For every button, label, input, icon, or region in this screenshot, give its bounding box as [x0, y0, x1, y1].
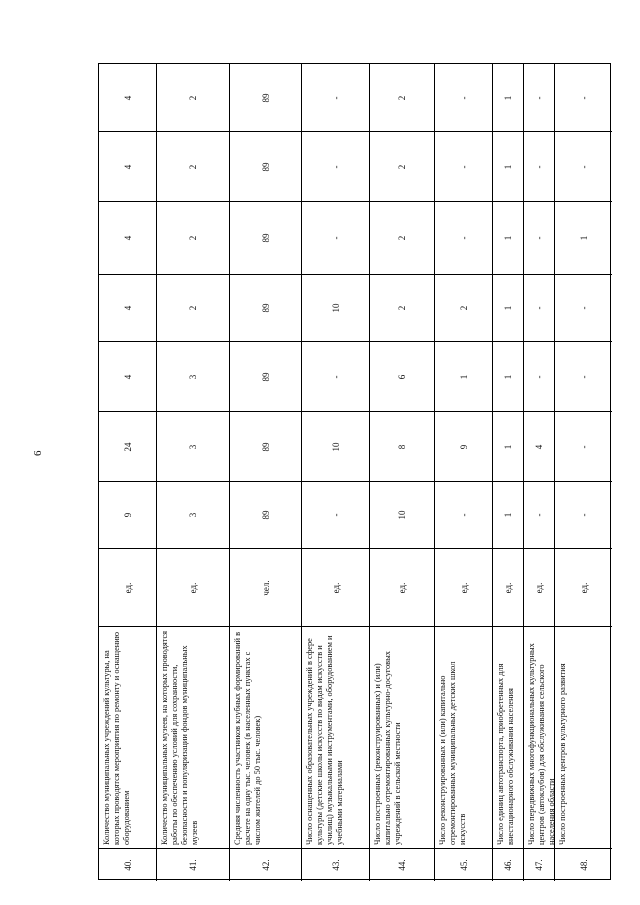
cell-text: - [578, 445, 589, 448]
cell-text: Количество муниципальных музеев, на которых проводятся работы по обеспечению условий для сохранности, безопасности и популяризации фондов муниципальных музеев [160, 630, 199, 845]
cell-text: - [534, 236, 544, 240]
value-cell [302, 131, 369, 201]
cell-text: 1 [458, 374, 469, 379]
row-number-cell [435, 848, 492, 881]
value-cell [370, 341, 434, 411]
table-row [230, 64, 302, 881]
cell-text: ед. [188, 582, 198, 593]
cell-text: 9 [122, 512, 133, 518]
cell-text: 2 [188, 305, 198, 311]
value-cell [435, 64, 492, 131]
value-cell [230, 341, 301, 411]
cell-text: 1 [578, 235, 589, 241]
row-number-cell [555, 848, 612, 881]
cell-text: Число оснащенных образовательных учреждений в сфере культуры (детские школы искусств по видам искусств и училищ) музыкальными инструментами, оборудованием и учебными материалами [305, 635, 344, 845]
row-number-cell [230, 848, 301, 881]
unit-cell [493, 548, 523, 626]
value-cell [555, 481, 612, 548]
value-cell [230, 201, 301, 274]
cell-text: - [534, 375, 544, 378]
cell-text: 8 [397, 444, 407, 449]
cell-text: 2 [397, 95, 407, 100]
cell-text: Число построенных центров культурного развития [558, 663, 567, 845]
row-number-cell [157, 848, 229, 881]
value-cell [493, 131, 523, 201]
value-cell [157, 64, 229, 131]
cell-text: 1 [503, 164, 513, 169]
value-cell [524, 481, 554, 548]
cell-text: - [534, 513, 544, 517]
value-cell [493, 481, 523, 548]
value-cell [99, 131, 156, 201]
value-cell [302, 64, 369, 131]
value-cell [435, 274, 492, 341]
value-cell [99, 274, 156, 341]
row-number-cell [524, 848, 554, 881]
cell-text: - [578, 165, 589, 168]
cell-text: Число передвижных многофункциональных культурных центров (автоклубов) для обслуживания сельского населения области [527, 643, 556, 845]
cell-text: ед. [578, 582, 589, 593]
cell-text: - [330, 96, 341, 99]
unit-cell [555, 548, 612, 626]
value-cell [555, 341, 612, 411]
row-number-cell [99, 848, 156, 881]
cell-text: 4 [122, 374, 133, 379]
cell-text: 24 [122, 442, 133, 451]
cell-text: 45. [458, 859, 469, 871]
cell-text: 3 [188, 374, 198, 379]
cell-text: 89 [260, 162, 271, 171]
table-row [524, 64, 555, 881]
value-cell [230, 481, 301, 548]
cell-text: - [458, 96, 469, 99]
cell-text: - [330, 513, 341, 517]
cell-text: 1 [503, 235, 513, 241]
indicator-name-cell [435, 626, 492, 848]
value-cell [493, 341, 523, 411]
indicator-name-cell [157, 626, 229, 848]
cell-text: 89 [260, 442, 271, 451]
cell-text: - [578, 306, 589, 310]
cell-text: 4 [122, 95, 133, 100]
unit-cell [435, 548, 492, 626]
table-row [493, 64, 524, 881]
unit-cell [230, 548, 301, 626]
indicator-name-cell [555, 626, 612, 848]
value-cell [370, 131, 434, 201]
value-cell [230, 131, 301, 201]
indicator-name-cell [302, 626, 369, 848]
cell-text: 89 [260, 93, 271, 102]
cell-text: - [578, 96, 589, 99]
value-cell [157, 481, 229, 548]
cell-text: - [330, 236, 341, 240]
cell-text: 46. [503, 859, 513, 871]
cell-text: 1 [503, 444, 513, 449]
table-row [555, 64, 612, 881]
value-cell [493, 201, 523, 274]
cell-text: ед. [458, 582, 469, 593]
cell-text: 4 [122, 305, 133, 311]
value-cell [230, 411, 301, 481]
value-cell [302, 341, 369, 411]
cell-text: 2 [188, 95, 198, 100]
cell-text: чел. [260, 579, 271, 596]
value-cell [370, 274, 434, 341]
cell-text: Число построенных (реконструированных) и (или) капитально отремонтированных культурно-досуговых учреждений в сельской местности [373, 651, 402, 845]
value-cell [524, 201, 554, 274]
value-cell [435, 201, 492, 274]
cell-text: 3 [188, 444, 198, 449]
indicator-name-cell [99, 626, 156, 848]
cell-text: 41. [188, 859, 198, 871]
unit-cell [302, 548, 369, 626]
value-cell [370, 481, 434, 548]
cell-text: - [458, 165, 469, 168]
cell-text: 1 [503, 374, 513, 379]
cell-text: 89 [260, 510, 271, 520]
value-cell [157, 201, 229, 274]
value-cell [99, 411, 156, 481]
value-cell [230, 274, 301, 341]
value-cell [157, 274, 229, 341]
indicator-name-cell [493, 626, 523, 848]
cell-text: 89 [260, 372, 271, 381]
cell-text: - [534, 306, 544, 310]
value-cell [555, 411, 612, 481]
cell-text: 10 [330, 303, 341, 313]
cell-text: 43. [330, 859, 341, 871]
cell-text: 1 [503, 95, 513, 100]
cell-text: 4 [122, 235, 133, 241]
indicator-name-cell [370, 626, 434, 848]
cell-text: 2 [458, 305, 469, 311]
value-cell [99, 64, 156, 131]
cell-text: 89 [260, 303, 271, 313]
value-cell [555, 131, 612, 201]
value-cell [157, 341, 229, 411]
cell-text: ед. [534, 582, 544, 593]
value-cell [302, 274, 369, 341]
indicator-name-cell [524, 626, 554, 848]
table-row [157, 64, 230, 881]
value-cell [555, 201, 612, 274]
cell-text: Количество муниципальных учреждений культуры, на которых проводятся мероприятия по ремонту и оснащению оборудованием [102, 631, 131, 845]
cell-text: - [578, 375, 589, 378]
cell-text: - [330, 375, 341, 378]
row-number-cell [302, 848, 369, 881]
cell-text: - [534, 165, 544, 168]
row-number-cell [370, 848, 434, 881]
cell-text: - [458, 236, 469, 240]
value-cell [302, 201, 369, 274]
cell-text: 48. [578, 859, 589, 871]
cell-text: 2 [188, 164, 198, 169]
unit-cell [99, 548, 156, 626]
value-cell [99, 481, 156, 548]
cell-text: Число единиц автотранспорта, приобретенных для внестационарного обслуживания населения [496, 663, 515, 845]
value-cell [524, 274, 554, 341]
cell-text: - [578, 513, 589, 517]
table-row [302, 64, 370, 881]
cell-text: - [458, 513, 469, 517]
indicators-table [98, 63, 611, 880]
value-cell [524, 411, 554, 481]
value-cell [302, 481, 369, 548]
table-row [435, 64, 493, 881]
cell-text: ед. [330, 582, 341, 593]
cell-text: Число реконструированных и (или) капитально отремонтированных муниципальных детских школ искусств [438, 661, 467, 845]
value-cell [370, 411, 434, 481]
value-cell [435, 411, 492, 481]
value-cell [370, 201, 434, 274]
value-cell [555, 274, 612, 341]
cell-text: 10 [330, 442, 341, 451]
cell-text: 2 [397, 305, 407, 311]
page-number: 6 [32, 450, 44, 456]
cell-text: 4 [122, 164, 133, 169]
value-cell [435, 131, 492, 201]
value-cell [524, 131, 554, 201]
cell-text: ед. [122, 582, 133, 593]
value-cell [157, 131, 229, 201]
table-row [370, 64, 435, 881]
value-cell [99, 201, 156, 274]
cell-text: ед. [503, 582, 513, 593]
cell-text: 10 [397, 510, 407, 520]
value-cell [524, 341, 554, 411]
cell-text: 3 [188, 512, 198, 518]
value-cell [230, 64, 301, 131]
cell-text: 2 [188, 235, 198, 241]
cell-text: 1 [503, 512, 513, 518]
unit-cell [370, 548, 434, 626]
cell-text: 1 [503, 305, 513, 311]
unit-cell [524, 548, 554, 626]
value-cell [99, 341, 156, 411]
cell-text: 89 [260, 233, 271, 243]
cell-text: 4 [534, 444, 544, 449]
cell-text: 40. [122, 859, 133, 871]
table-row [99, 64, 157, 881]
cell-text: 9 [458, 444, 469, 449]
cell-text: ед. [397, 582, 407, 593]
value-cell [435, 481, 492, 548]
value-cell [493, 411, 523, 481]
cell-text: 47. [534, 859, 544, 871]
cell-text: - [534, 96, 544, 99]
value-cell [493, 274, 523, 341]
cell-text: 44. [397, 859, 407, 871]
cell-text: 2 [397, 164, 407, 169]
cell-text: 42. [260, 859, 271, 871]
cell-text: 2 [397, 235, 407, 241]
value-cell [524, 64, 554, 131]
unit-cell [157, 548, 229, 626]
row-number-cell [493, 848, 523, 881]
indicator-name-cell [230, 626, 301, 848]
value-cell [370, 64, 434, 131]
value-cell [555, 64, 612, 131]
cell-text: - [330, 165, 341, 168]
value-cell [302, 411, 369, 481]
cell-text: Средняя численность участников клубных формирований в расчете на одну тыс. человек (в населенных пунктах с числом жителей до 50 тыс. человек) [233, 631, 262, 845]
value-cell [435, 341, 492, 411]
cell-text: 6 [397, 374, 407, 379]
value-cell [157, 411, 229, 481]
value-cell [493, 64, 523, 131]
